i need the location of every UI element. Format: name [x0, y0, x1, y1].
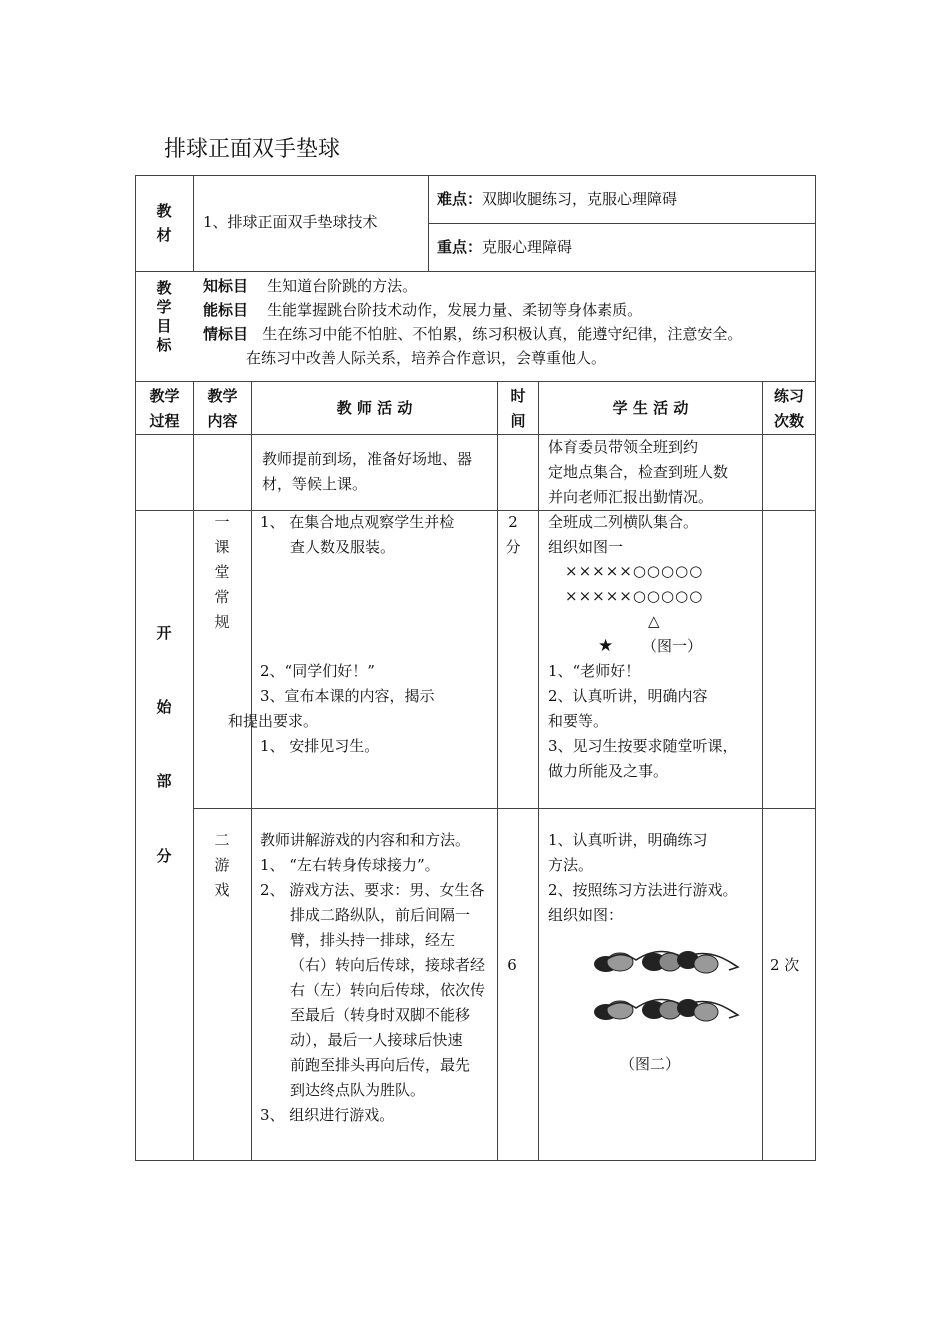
col-count: 练习 次数 [773, 387, 804, 430]
text-line: 游 [214, 856, 230, 874]
text-line: 3、见习生按要求随堂听课， [548, 737, 738, 755]
text-line: 课 [214, 538, 230, 556]
text-line: 堂 [214, 563, 230, 581]
text-line: 右（左）转向后传球，依次传 [290, 981, 486, 999]
text-line: 规 [214, 613, 230, 631]
row2-teacher-2: 2、 游戏方法、要求：男、女生各 [260, 881, 485, 899]
formation-row-1: ×××××○○○○○ [565, 562, 704, 580]
row2-student-3: 组织如图： [548, 906, 624, 924]
figure2-diagram [590, 940, 750, 1035]
text-line: 至最后（转身时双脚不能移 [290, 1006, 471, 1024]
row2-teacher-body [290, 903, 485, 1103]
text-line: 常 [214, 588, 230, 606]
jiaocai-label: 教 材 [156, 202, 172, 244]
key-label: 重点： [437, 238, 483, 256]
text-line: 并向老师汇报出勤情况。 [548, 488, 714, 506]
objective-text: 生能掌握跳台阶技术动作，发展力量、柔韧等身体素质。 [267, 301, 643, 319]
row1-teacher-4: 3、宣布本课的内容，揭示 [260, 687, 435, 705]
objective-text: 生在练习中能不怕脏、不怕累，练习积极认真，能遵守纪律，注意安全。 [262, 325, 743, 343]
text-line: 排成二路纵队，前后间隔一 [290, 906, 471, 924]
text-line: 体育委员带领全班到约 [548, 438, 699, 456]
col-content: 教学 内容 [207, 387, 238, 430]
objective-label: 知标目 [203, 277, 249, 295]
text-line: 臂，排头持一排球，经左 [290, 931, 456, 949]
relay-row-1 [594, 951, 738, 973]
objectives-label: 教 学 目 标 [156, 279, 172, 354]
row2-teacher-1: 1、 “左右转身传球接力”。 [260, 856, 440, 874]
difficulty-row [437, 187, 677, 212]
star-icon: ★ [598, 636, 614, 656]
row1-teacher-3: 2、“同学们好！” [260, 662, 375, 680]
row1-student-bottom [548, 659, 738, 784]
text-line: 到达终点队为胜队。 [290, 1081, 426, 1099]
text-line: 和要等。 [548, 712, 609, 730]
text-line: 材，等候上课。 [262, 475, 368, 493]
text-line: 戏 [214, 881, 230, 899]
text-line: 教师提前到场，准备好场地、器 [262, 450, 473, 468]
row1-student-2: 组织如图一 [548, 538, 624, 556]
objective-label: 能标目 [203, 301, 249, 319]
objective-ability [203, 298, 642, 323]
row1-teacher-6: 1、 安排见习生。 [260, 737, 380, 755]
objective-extra: 在练习中改善人际关系，培养合作意识，会尊重他人。 [246, 349, 607, 367]
row2-student-0: 1、认真听讲，明确练习 [548, 831, 708, 849]
row2-count: 2 次 [770, 956, 800, 974]
row2-student-2: 2、按照练习方法进行游戏。 [548, 881, 738, 899]
figure2-caption: （图二） [620, 1055, 681, 1073]
col-time: 时 间 [510, 387, 526, 430]
col-teacher: 教 师 活 动 [336, 399, 413, 417]
key-text: 克服心理障碍 [482, 238, 573, 256]
col-student: 学 生 活 动 [612, 399, 689, 417]
page-title: 排球正面双手垫球 [164, 137, 341, 162]
text-line: 二 [214, 831, 230, 849]
row1-teacher-5: 和提出要求。 [228, 712, 319, 730]
row2-teacher-0: 教师讲解游戏的内容和和方法。 [260, 831, 471, 849]
text-line: 一 [214, 513, 230, 531]
pre-student [548, 435, 728, 510]
triangle-icon: △ [648, 612, 660, 630]
text-line: 2、认真听讲，明确内容 [548, 687, 708, 705]
row1-teacher-2: 查人数及服装。 [290, 538, 396, 556]
difficulty-text: 双脚收腿练习，克服心理障碍 [482, 190, 678, 208]
row1-time-1: 2 [508, 513, 518, 531]
figure1-caption: （图一） [642, 637, 703, 655]
row1-teacher-1: 1、 在集合地点观察学生并检 [260, 513, 455, 531]
row2-time: 6 [507, 956, 517, 974]
pre-teacher [262, 447, 472, 497]
formation-row-2: ×××××○○○○○ [565, 587, 704, 605]
objective-knowledge [203, 274, 417, 299]
section-label-2: 始 [156, 698, 172, 716]
objective-text: 生知道台阶跳的方法。 [267, 277, 418, 295]
row2-content [210, 828, 234, 903]
col-process: 教学 过程 [149, 387, 180, 430]
row2-student-1: 方法。 [548, 856, 594, 874]
text-line: 动），最后一人接球后快速 [290, 1031, 463, 1049]
text-line: 定地点集合，检查到班人数 [548, 463, 729, 481]
section-label-3: 部 [156, 772, 172, 790]
section-label-1: 开 [156, 624, 172, 642]
key-row [437, 235, 572, 260]
row1-content [210, 510, 234, 635]
row1-time-2: 分 [505, 538, 521, 556]
objective-emotion [203, 322, 742, 347]
text-line: 前跑至排头再向后传，最先 [290, 1056, 471, 1074]
text-line: 做力所能及之事。 [548, 762, 669, 780]
section-label-4: 分 [156, 847, 172, 865]
teaching-content: 1、排球正面双手垫球技术 [203, 213, 378, 231]
row2-teacher-11: 3、 组织进行游戏。 [260, 1106, 395, 1124]
text-line: （右）转向后传球，接球者经 [290, 956, 486, 974]
row1-student-1: 全班成二列横队集合。 [548, 513, 699, 531]
relay-row-2 [594, 999, 738, 1021]
text-line: 1、“老师好！ [548, 662, 641, 680]
objective-label: 情标目 [203, 325, 249, 343]
difficulty-label: 难点： [437, 190, 483, 208]
